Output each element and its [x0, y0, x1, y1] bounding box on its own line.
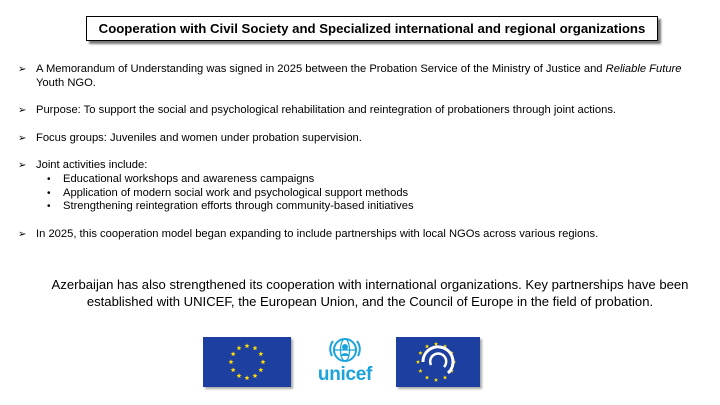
arrow-bullet-icon: ➢	[18, 132, 27, 144]
star-icon	[237, 373, 242, 378]
unicef-wordmark: unicef	[317, 364, 373, 385]
sub-item-text: Strengthening reintegration efforts through community-based initiatives	[63, 200, 414, 213]
bullet-text: A Memorandum of Understanding was signed in 2025 between the Probation Service of the Ministry of Justice and	[36, 63, 606, 75]
page-title: Cooperation with Civil Society and Specialized international and regional organizations	[86, 16, 658, 41]
sub-list-item	[36, 187, 708, 201]
star-icon	[237, 346, 242, 351]
star-icon	[253, 346, 258, 351]
council-of-europe-logo	[396, 337, 480, 387]
bullet-text: Youth NGO.	[36, 76, 96, 89]
list-item	[18, 228, 708, 242]
list-item	[18, 159, 708, 213]
arrow-bullet-icon: ➢	[18, 64, 27, 75]
star-icon	[416, 360, 420, 364]
star-icon	[434, 378, 438, 382]
bullet-text: In 2025, this cooperation model began expanding to include partnerships with local NGOs across various regions.	[36, 227, 599, 240]
star-icon	[418, 369, 422, 373]
star-icon	[229, 359, 234, 364]
sub-list	[36, 173, 708, 214]
star-icon	[425, 375, 429, 379]
list-item	[18, 132, 708, 146]
dot-bullet-icon: •	[47, 187, 51, 199]
dot-bullet-icon: •	[47, 201, 51, 213]
star-icon	[434, 342, 438, 346]
bullet-text: Focus groups: Juveniles and women under probation supervision.	[36, 131, 362, 144]
ngo-name: Reliable Future	[605, 63, 682, 75]
star-icon	[231, 367, 236, 372]
sub-item-text: Application of modern social work and psychological support methods	[63, 186, 409, 199]
star-icon	[418, 351, 422, 355]
star-icon	[425, 344, 429, 348]
star-icon	[245, 343, 250, 348]
star-icon	[245, 375, 250, 380]
international-cooperation-paragraph: Azerbaijan has also strengthened its cooperation with international organizations. Key partnerships have been established with UNICEF, the European Union, and the Council of Europe in the field of probation.	[51, 277, 689, 309]
sub-list-item	[36, 200, 708, 214]
bullet-text: Purpose: To support the social and psychological rehabilitation and reintegration of probationers through joint actions.	[36, 104, 617, 117]
sub-item-text: Educational workshops and awareness campaigns	[63, 172, 315, 185]
bullet-text: Joint activities include:	[36, 159, 148, 172]
dot-bullet-icon: •	[47, 173, 51, 185]
star-icon	[253, 373, 258, 378]
eu-flag-logo	[203, 337, 291, 387]
list-item	[18, 63, 708, 90]
unicef-emblem-icon	[305, 336, 385, 366]
bullet-list	[18, 63, 708, 255]
coe-emblem-icon	[396, 337, 480, 387]
star-icon	[443, 375, 447, 379]
star-icon	[261, 359, 266, 364]
arrow-bullet-icon: ➢	[18, 228, 27, 240]
star-icon	[258, 367, 263, 372]
star-icon	[258, 351, 263, 356]
unicef-logo	[305, 336, 385, 388]
list-item	[18, 104, 708, 118]
arrow-bullet-icon: ➢	[18, 105, 27, 117]
sub-list-item	[36, 173, 708, 187]
eu-stars-icon	[203, 337, 291, 387]
arrow-bullet-icon: ➢	[18, 160, 27, 172]
star-icon	[231, 351, 236, 356]
